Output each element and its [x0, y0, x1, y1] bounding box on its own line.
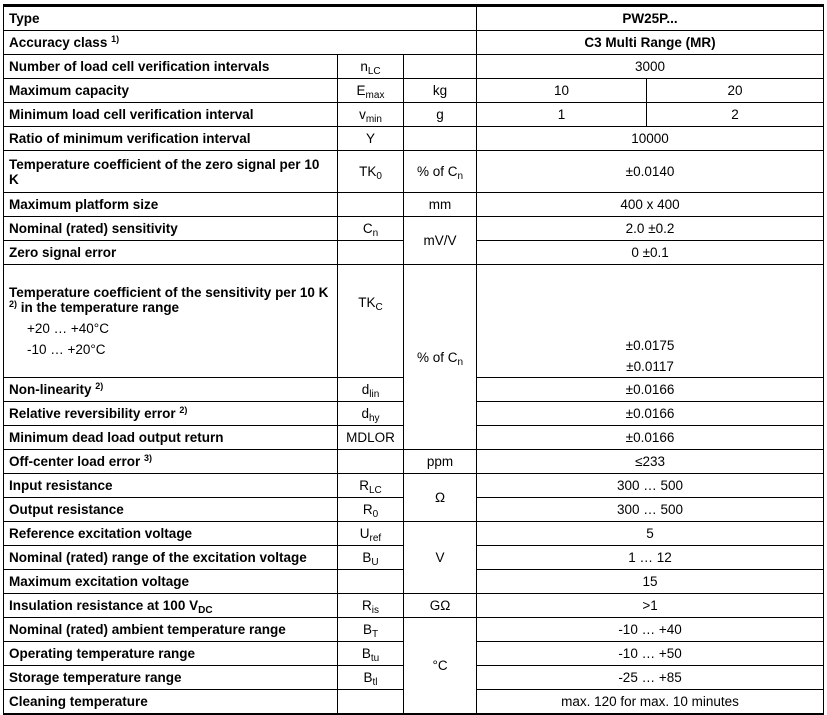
symbol: TK: [359, 164, 377, 179]
footnote-ref: 2): [95, 381, 104, 391]
symbol: d: [361, 382, 370, 397]
row-label-cell: [4, 546, 338, 570]
value-cell: max. 120 for max. 10 minutes: [477, 690, 824, 715]
unit-cell: [404, 265, 477, 450]
symbol-subscript: is: [371, 605, 379, 616]
row-label: Maximum capacity: [9, 83, 130, 98]
accuracy-label-cell: [4, 31, 477, 55]
symbol-cell: [338, 690, 404, 715]
value-cell: [477, 265, 824, 378]
row-label-cell: [4, 151, 338, 193]
symbol-cell: [338, 450, 404, 474]
row-label: Ratio of minimum verification interval: [9, 131, 251, 146]
symbol: B: [363, 670, 373, 685]
footnote-ref: 3): [144, 453, 153, 463]
row-label: Maximum platform size: [9, 197, 159, 212]
row-label: Maximum excitation voltage: [9, 574, 190, 589]
value-cell: ≤233: [477, 450, 824, 474]
symbol-subscript: U: [371, 557, 379, 568]
specification-table: [3, 4, 824, 715]
temperature-range: -10 … +20°C: [27, 342, 106, 357]
row-label-cell: [4, 265, 338, 378]
type-value: PW25P...: [477, 6, 824, 31]
unit-cell: [404, 151, 477, 193]
value-cell: 0 ±0.1: [477, 241, 824, 265]
value-cell: 400 x 400: [477, 193, 824, 217]
value-cell: 1: [477, 103, 647, 127]
unit-subscript: n: [457, 171, 464, 182]
value-cell: 2.0 ±0.2: [477, 217, 824, 241]
row-label: Nominal (rated) range of the excitation voltage: [9, 550, 307, 565]
unit-cell: [404, 450, 477, 474]
symbol-subscript: ref: [369, 533, 382, 544]
unit-cell: [404, 193, 477, 217]
table-row: [4, 265, 824, 378]
symbol-subscript: hy: [368, 413, 380, 424]
row-label-cell: [4, 594, 338, 618]
row-label-cell: [4, 193, 338, 217]
symbol: n: [360, 59, 368, 74]
unit-cell: [404, 474, 477, 522]
unit-cell: [404, 55, 477, 79]
type-label: Type: [4, 6, 477, 31]
accuracy-value: C3 Multi Range (MR): [477, 31, 824, 55]
symbol: E: [356, 83, 366, 98]
table-row: [4, 55, 824, 79]
row-label: Storage temperature range: [9, 670, 182, 685]
temperature-range: +20 … +40°C: [27, 321, 109, 336]
table-row: [4, 450, 824, 474]
footnote-ref: 1): [111, 34, 120, 44]
symbol: U: [359, 526, 370, 541]
row-label-cell: [4, 402, 338, 426]
row-label-cell: [4, 474, 338, 498]
symbol: v: [359, 107, 366, 122]
row-label: Number of load cell verification intervals: [9, 59, 270, 74]
value-cell: 15: [477, 570, 824, 594]
row-label-cell: [4, 241, 338, 265]
row-label-subscript: DC: [198, 605, 213, 616]
unit: °C: [432, 658, 448, 673]
row-label: Non-linearity: [9, 382, 92, 397]
unit-cell: [404, 103, 477, 127]
value-cell: -10 … +50: [477, 642, 824, 666]
row-label: Insulation resistance at 100 V: [9, 598, 199, 613]
value-cell: 1 … 12: [477, 546, 824, 570]
unit-subscript: n: [457, 356, 464, 368]
row-label-cell: [4, 103, 338, 127]
symbol: MDLOR: [346, 430, 395, 445]
row-label-cell: [4, 690, 338, 715]
row-label: Relative reversibility error: [9, 406, 176, 421]
table-row: [4, 217, 824, 241]
symbol-subscript: max: [365, 90, 385, 101]
symbol-subscript: LC: [368, 485, 382, 496]
row-label: Cleaning temperature: [9, 694, 148, 709]
accuracy-label: Accuracy class: [9, 35, 108, 50]
symbol: R: [362, 502, 373, 517]
symbol-cell: [338, 498, 404, 522]
footnote-ref: 2): [179, 405, 188, 415]
value-cell: -25 … +85: [477, 666, 824, 690]
symbol-cell: [338, 546, 404, 570]
accuracy-row: [4, 31, 824, 55]
symbol-subscript: T: [371, 629, 379, 640]
symbol-subscript: 0: [376, 171, 382, 182]
row-label: Zero signal error: [9, 245, 117, 260]
value-cell: ±0.0166: [477, 378, 824, 402]
unit: ppm: [426, 454, 454, 469]
symbol-cell: [338, 241, 404, 265]
symbol: B: [361, 646, 371, 661]
row-label-cell: [4, 450, 338, 474]
symbol: R: [359, 478, 369, 493]
row-label: Minimum load cell verification interval: [9, 107, 254, 122]
value-cell: 10000: [477, 127, 824, 151]
symbol-cell: [338, 570, 404, 594]
symbol-cell: [338, 378, 404, 402]
row-label-cell: [4, 618, 338, 642]
type-row: [4, 6, 824, 31]
row-label: Output resistance: [9, 502, 124, 517]
value-cell: 20: [647, 79, 824, 103]
row-label-cell: [4, 498, 338, 522]
symbol-cell: [338, 55, 404, 79]
row-label: Off-center load error: [9, 454, 141, 469]
unit: mV/V: [423, 233, 457, 248]
symbol-cell: [338, 618, 404, 642]
symbol-subscript: tu: [370, 653, 380, 664]
symbol-cell: [338, 642, 404, 666]
symbol-subscript: min: [365, 114, 382, 125]
value-cell: >1: [477, 594, 824, 618]
unit-cell: [404, 618, 477, 715]
symbol-subscript: C: [375, 302, 383, 313]
row-label-cell: [4, 378, 338, 402]
table-row: [4, 474, 824, 498]
table-row: [4, 79, 824, 103]
symbol: B: [362, 550, 372, 565]
row-label-cell: [4, 426, 338, 450]
symbol-cell: [338, 426, 404, 450]
symbol-subscript: n: [372, 228, 379, 239]
row-label-cell: [4, 642, 338, 666]
row-label-cell: [4, 217, 338, 241]
symbol-cell: [338, 79, 404, 103]
symbol: d: [361, 406, 369, 421]
table-row: [4, 522, 824, 546]
symbol: R: [362, 598, 372, 613]
symbol-cell: [338, 265, 404, 378]
row-label: Temperature coefficient of the zero signal per 10 K: [9, 156, 320, 187]
value-cell: ±0.0166: [477, 402, 824, 426]
symbol-subscript: 0: [372, 509, 379, 520]
symbol-cell: [338, 103, 404, 127]
value-cell: 5: [477, 522, 824, 546]
value-cell: 3000: [477, 55, 824, 79]
value-cell: ±0.0166: [477, 426, 824, 450]
table-row: [4, 594, 824, 618]
table-row: [4, 127, 824, 151]
symbol-cell: [338, 666, 404, 690]
row-label-cell: [4, 570, 338, 594]
value: ±0.0175: [625, 338, 675, 353]
unit: GΩ: [429, 598, 451, 613]
symbol-cell: [338, 151, 404, 193]
row-label: Minimum dead load output return: [9, 430, 224, 445]
table-row: [4, 193, 824, 217]
row-label-cell: [4, 127, 338, 151]
symbol-cell: [338, 127, 404, 151]
unit: Ω: [434, 490, 446, 505]
row-label-cell: [4, 666, 338, 690]
unit: % of C: [416, 349, 458, 365]
symbol-cell: [338, 402, 404, 426]
row-label: Operating temperature range: [9, 646, 196, 661]
unit-cell: [404, 217, 477, 265]
symbol-cell: [338, 522, 404, 546]
row-label-cell: [4, 79, 338, 103]
unit: % of C: [416, 164, 458, 179]
value: ±0.0117: [626, 359, 674, 374]
unit-cell: [404, 127, 477, 151]
symbol-cell: [338, 594, 404, 618]
row-label: Nominal (rated) sensitivity: [9, 221, 178, 236]
symbol-cell: [338, 474, 404, 498]
symbol-cell: [338, 193, 404, 217]
table-row: [4, 618, 824, 642]
unit-cell: [404, 79, 477, 103]
table-row: [4, 151, 824, 193]
row-label-tail: in the temperature range: [20, 300, 180, 315]
unit-cell: [404, 522, 477, 594]
symbol: Y: [365, 131, 375, 146]
row-label: Nominal (rated) ambient temperature range: [9, 622, 286, 637]
value-cell: ±0.0140: [477, 151, 824, 193]
footnote-ref: 2): [9, 299, 18, 309]
unit: kg: [432, 83, 448, 98]
symbol-subscript: tl: [372, 677, 378, 688]
symbol: B: [362, 622, 372, 637]
value-cell: 2: [647, 103, 824, 127]
unit: mm: [428, 197, 452, 212]
unit: g: [436, 107, 444, 122]
row-label-cell: [4, 55, 338, 79]
unit: V: [435, 550, 445, 565]
value-cell: 300 … 500: [477, 474, 824, 498]
row-label-cell: [4, 522, 338, 546]
symbol: TK: [358, 295, 376, 310]
symbol: C: [362, 221, 373, 236]
row-label: Reference excitation voltage: [9, 526, 193, 541]
value-cell: 300 … 500: [477, 498, 824, 522]
symbol-cell: [338, 217, 404, 241]
row-label: Temperature coefficient of the sensitivity per 10 K: [9, 285, 329, 300]
table-row: [4, 103, 824, 127]
value-cell: 10: [477, 79, 647, 103]
value-cell: -10 … +40: [477, 618, 824, 642]
symbol-subscript: LC: [367, 66, 381, 77]
unit-cell: [404, 594, 477, 618]
symbol-subscript: lin: [369, 389, 380, 400]
row-label: Input resistance: [9, 478, 113, 493]
